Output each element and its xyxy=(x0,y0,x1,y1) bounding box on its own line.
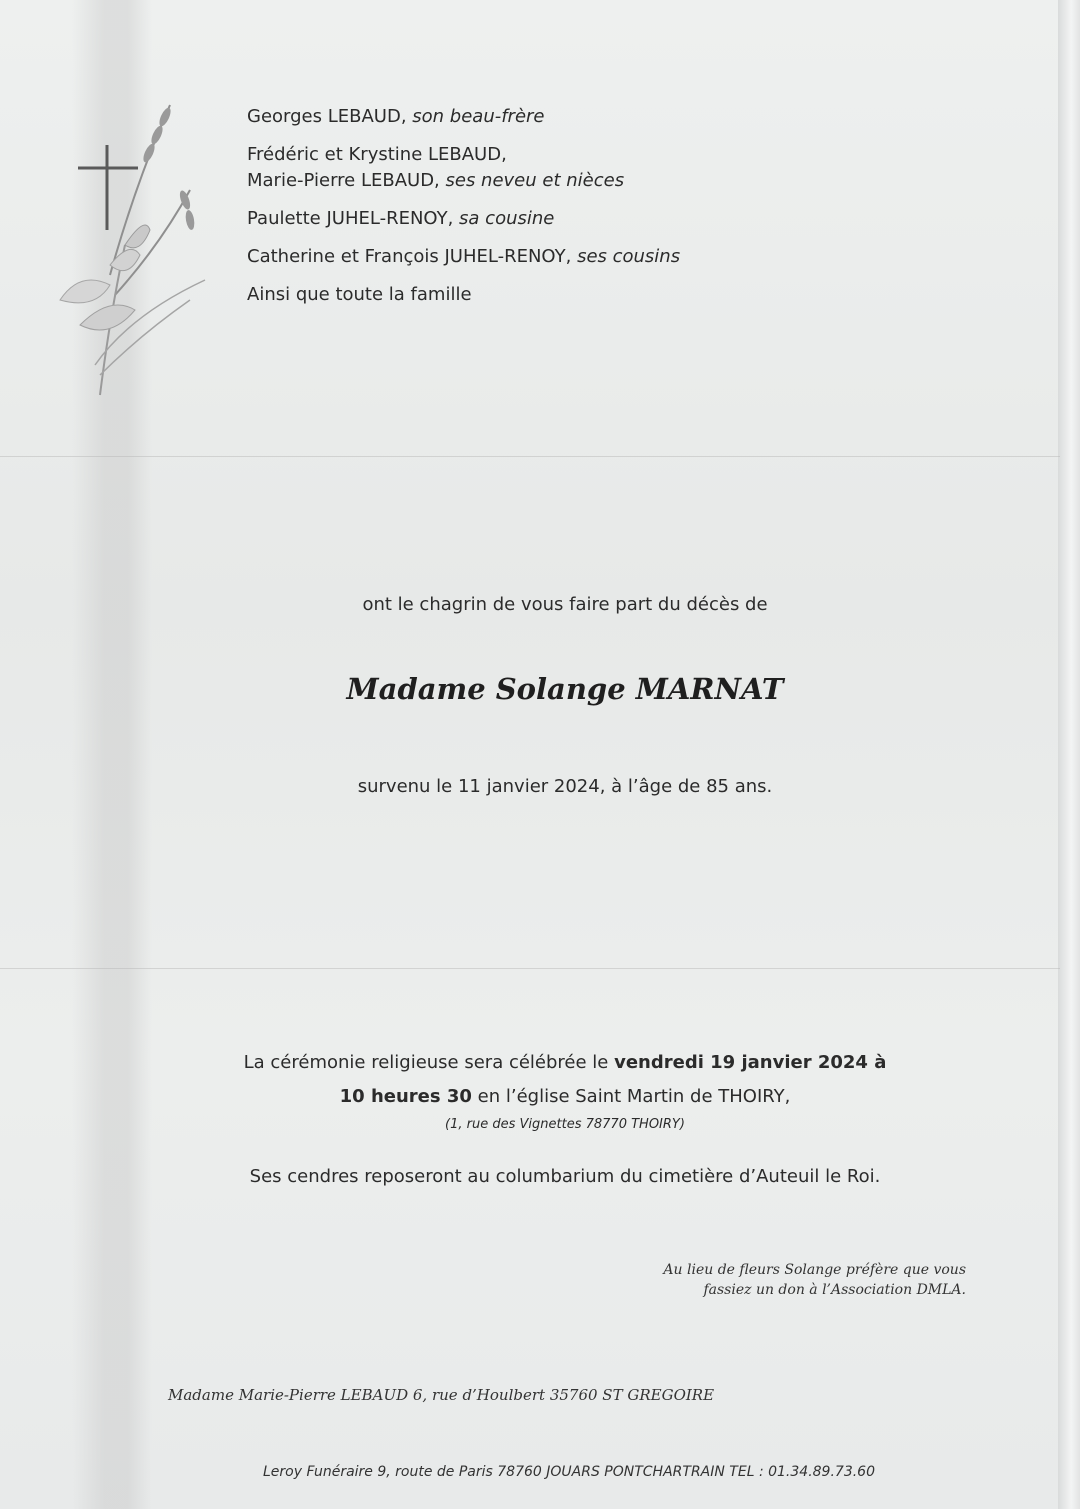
deceased-name: Madame Solange MARNAT xyxy=(346,672,784,706)
family-list xyxy=(247,104,680,320)
church-address: (1, rue des Vignettes 78770 THOIRY) xyxy=(445,1117,685,1132)
ashes-note: Ses cendres reposeront au columbarium du cimetière d’Auteuil le Roi. xyxy=(249,1166,881,1187)
death-notice: survenu le 11 janvier 2024, à l’âge de 85 ans. xyxy=(357,776,773,797)
fold-line xyxy=(0,968,1060,969)
announcement-text: ont le chagrin de vous faire part du décès de xyxy=(362,594,768,615)
family-member: Catherine et François JUHEL-RENOY, ses cousins xyxy=(247,246,681,267)
family-closing: Ainsi que toute la famille xyxy=(247,284,472,305)
ceremony-line-1: La cérémonie religieuse sera célébrée le vendredi 19 janvier 2024 à xyxy=(243,1052,887,1073)
funeral-home-info: Leroy Funéraire 9, route de Paris 78760 JOUARS PONTCHARTRAIN TEL : 01.34.89.73.60 xyxy=(263,1464,875,1480)
cross-lily-icon xyxy=(40,95,230,425)
paper-edge xyxy=(1058,0,1080,1509)
ceremony-line-2: 10 heures 30 en l’église Saint Martin de THOIRY, xyxy=(339,1086,791,1107)
fold-line xyxy=(0,456,1060,457)
family-member: Georges LEBAUD, son beau-frère xyxy=(247,106,545,127)
contact-address: Madame Marie-Pierre LEBAUD 6, rue d’Houlbert 35760 ST GREGOIRE xyxy=(168,1386,715,1404)
family-member: Marie-Pierre LEBAUD, ses neveu et nièces xyxy=(247,170,625,191)
family-member: Frédéric et Krystine LEBAUD, xyxy=(247,144,507,165)
flowers-note: Au lieu de fleurs Solange préfère que vous fassiez un don à l’Association DMLA. xyxy=(663,1262,966,1298)
family-member: Paulette JUHEL-RENOY, sa cousine xyxy=(247,208,555,229)
